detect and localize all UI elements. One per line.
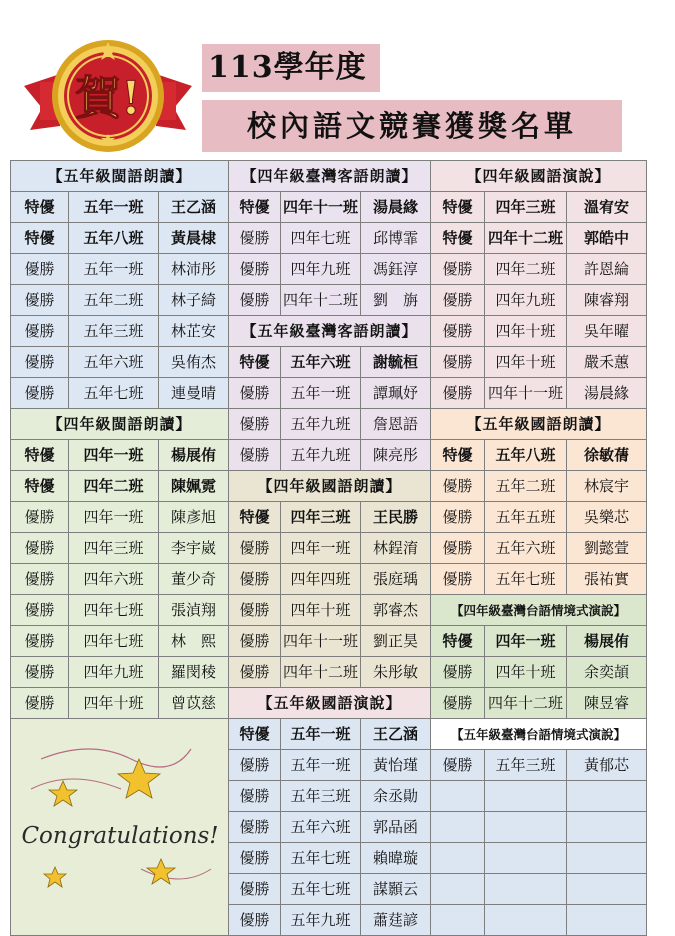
name-cell: 陳昱睿 bbox=[567, 688, 647, 719]
class-cell: 四年四班 bbox=[281, 564, 361, 595]
table-row bbox=[11, 285, 647, 316]
table-row bbox=[11, 657, 647, 688]
award-cell: 特優 bbox=[229, 719, 281, 750]
award-cell: 優勝 bbox=[229, 812, 281, 843]
table-row bbox=[11, 626, 647, 657]
empty-cell bbox=[485, 812, 567, 843]
empty-cell bbox=[567, 812, 647, 843]
section-title: 【四年級臺灣客語朗讀】 bbox=[229, 161, 431, 192]
name-cell: 謀顥云 bbox=[361, 874, 431, 905]
class-cell: 四年十班 bbox=[485, 657, 567, 688]
class-cell: 四年三班 bbox=[485, 192, 567, 223]
class-cell: 四年一班 bbox=[69, 440, 159, 471]
name-cell: 楊展侑 bbox=[159, 440, 229, 471]
award-cell: 優勝 bbox=[431, 502, 485, 533]
class-cell: 五年二班 bbox=[69, 285, 159, 316]
award-cell: 優勝 bbox=[229, 378, 281, 409]
table-row bbox=[11, 161, 647, 192]
empty-cell bbox=[485, 843, 567, 874]
class-cell: 五年六班 bbox=[281, 812, 361, 843]
table-row bbox=[11, 378, 647, 409]
name-cell: 林沛彤 bbox=[159, 254, 229, 285]
class-cell: 五年八班 bbox=[69, 223, 159, 254]
star-icon bbox=[147, 859, 175, 884]
name-cell: 王民勝 bbox=[361, 502, 431, 533]
class-cell: 四年九班 bbox=[281, 254, 361, 285]
award-cell: 優勝 bbox=[229, 409, 281, 440]
name-cell: 賴暐璇 bbox=[361, 843, 431, 874]
award-cell: 優勝 bbox=[431, 657, 485, 688]
award-cell: 特優 bbox=[431, 626, 485, 657]
name-cell: 張湞翔 bbox=[159, 595, 229, 626]
class-cell: 五年一班 bbox=[69, 192, 159, 223]
name-cell: 邱博霏 bbox=[361, 223, 431, 254]
table-row bbox=[11, 192, 647, 223]
table-row bbox=[11, 440, 647, 471]
award-cell: 優勝 bbox=[229, 874, 281, 905]
name-cell: 朱彤敏 bbox=[361, 657, 431, 688]
section-title: 【四年級臺灣台語情境式演說】 bbox=[431, 595, 647, 626]
class-cell: 四年九班 bbox=[69, 657, 159, 688]
table-row bbox=[11, 688, 647, 719]
class-cell: 五年一班 bbox=[281, 719, 361, 750]
section-title: 【五年級臺灣客語朗讀】 bbox=[229, 316, 431, 347]
name-cell: 吳年曜 bbox=[567, 316, 647, 347]
class-cell: 四年十二班 bbox=[281, 285, 361, 316]
class-cell: 四年十班 bbox=[485, 347, 567, 378]
class-cell: 五年九班 bbox=[281, 409, 361, 440]
award-cell: 優勝 bbox=[11, 502, 69, 533]
class-cell: 四年二班 bbox=[485, 254, 567, 285]
name-cell: 黃怡瑾 bbox=[361, 750, 431, 781]
class-cell: 四年七班 bbox=[69, 595, 159, 626]
award-cell: 優勝 bbox=[11, 657, 69, 688]
class-cell: 四年三班 bbox=[281, 502, 361, 533]
class-cell: 五年七班 bbox=[69, 378, 159, 409]
name-cell: 余丞勛 bbox=[361, 781, 431, 812]
award-cell: 優勝 bbox=[229, 595, 281, 626]
class-cell: 五年八班 bbox=[485, 440, 567, 471]
class-cell: 五年一班 bbox=[69, 254, 159, 285]
table-row bbox=[11, 223, 647, 254]
award-list-table bbox=[10, 160, 647, 936]
award-cell: 特優 bbox=[229, 502, 281, 533]
main-title: 校內語文競賽獲獎名單 bbox=[202, 100, 622, 152]
empty-cell bbox=[431, 843, 485, 874]
award-cell: 優勝 bbox=[229, 626, 281, 657]
section-title: 【五年級臺灣台語情境式演說】 bbox=[431, 719, 647, 750]
class-cell: 五年九班 bbox=[281, 905, 361, 936]
award-cell: 優勝 bbox=[229, 440, 281, 471]
award-cell: 優勝 bbox=[229, 223, 281, 254]
class-cell: 四年十班 bbox=[485, 316, 567, 347]
name-cell: 吳樂芯 bbox=[567, 502, 647, 533]
name-cell: 溫宥安 bbox=[567, 192, 647, 223]
class-cell: 五年七班 bbox=[281, 843, 361, 874]
class-cell: 四年十一班 bbox=[281, 192, 361, 223]
name-cell: 譚珮妤 bbox=[361, 378, 431, 409]
name-cell: 吳侑杰 bbox=[159, 347, 229, 378]
class-cell: 四年一班 bbox=[485, 626, 567, 657]
award-cell: 優勝 bbox=[11, 533, 69, 564]
award-cell: 優勝 bbox=[229, 533, 281, 564]
empty-cell bbox=[431, 874, 485, 905]
class-cell: 五年一班 bbox=[281, 378, 361, 409]
class-cell: 四年十班 bbox=[281, 595, 361, 626]
award-cell: 優勝 bbox=[229, 781, 281, 812]
class-cell: 五年五班 bbox=[485, 502, 567, 533]
name-cell: 郭品函 bbox=[361, 812, 431, 843]
empty-cell bbox=[431, 812, 485, 843]
name-cell: 劉 旃 bbox=[361, 285, 431, 316]
class-cell: 四年七班 bbox=[281, 223, 361, 254]
table-row bbox=[11, 533, 647, 564]
name-cell: 張祐實 bbox=[567, 564, 647, 595]
empty-cell bbox=[567, 843, 647, 874]
award-cell: 特優 bbox=[229, 347, 281, 378]
award-cell: 優勝 bbox=[11, 285, 69, 316]
class-cell: 四年十二班 bbox=[485, 223, 567, 254]
award-cell: 優勝 bbox=[431, 378, 485, 409]
award-cell: 優勝 bbox=[11, 595, 69, 626]
award-cell: 優勝 bbox=[11, 254, 69, 285]
award-cell: 優勝 bbox=[229, 750, 281, 781]
award-cell: 優勝 bbox=[431, 564, 485, 595]
class-cell: 四年一班 bbox=[69, 502, 159, 533]
name-cell: 楊展侑 bbox=[567, 626, 647, 657]
table-row bbox=[11, 347, 647, 378]
class-cell: 四年十班 bbox=[69, 688, 159, 719]
table-row bbox=[11, 471, 647, 502]
award-cell: 優勝 bbox=[229, 285, 281, 316]
name-cell: 郭皓中 bbox=[567, 223, 647, 254]
award-cell: 優勝 bbox=[11, 378, 69, 409]
award-cell: 優勝 bbox=[229, 905, 281, 936]
name-cell: 林子綺 bbox=[159, 285, 229, 316]
award-cell: 優勝 bbox=[431, 471, 485, 502]
empty-cell bbox=[485, 781, 567, 812]
class-cell: 四年十一班 bbox=[485, 378, 567, 409]
name-cell: 嚴禾蕙 bbox=[567, 347, 647, 378]
award-cell: 優勝 bbox=[431, 688, 485, 719]
award-cell: 優勝 bbox=[229, 843, 281, 874]
award-cell: 優勝 bbox=[11, 626, 69, 657]
award-cell: 優勝 bbox=[229, 657, 281, 688]
award-cell: 優勝 bbox=[229, 254, 281, 285]
name-cell: 林 熙 bbox=[159, 626, 229, 657]
class-cell: 四年二班 bbox=[69, 471, 159, 502]
congratulations-badge-logo bbox=[20, 34, 196, 154]
award-cell: 優勝 bbox=[431, 316, 485, 347]
class-cell: 五年一班 bbox=[281, 750, 361, 781]
award-cell: 特優 bbox=[11, 471, 69, 502]
name-cell: 余奕頡 bbox=[567, 657, 647, 688]
class-cell: 五年三班 bbox=[485, 750, 567, 781]
class-cell: 四年七班 bbox=[69, 626, 159, 657]
name-cell: 林鋥淯 bbox=[361, 533, 431, 564]
empty-cell bbox=[485, 905, 567, 936]
award-cell: 優勝 bbox=[11, 688, 69, 719]
svg-text:Congratulations!: Congratulations! bbox=[21, 823, 219, 849]
table-row bbox=[11, 595, 647, 626]
name-cell: 曾苡慈 bbox=[159, 688, 229, 719]
name-cell: 陳姵霓 bbox=[159, 471, 229, 502]
section-title: 【五年級國語演說】 bbox=[229, 688, 431, 719]
award-cell: 優勝 bbox=[431, 285, 485, 316]
class-cell: 四年十一班 bbox=[281, 626, 361, 657]
award-cell: 優勝 bbox=[229, 564, 281, 595]
name-cell: 蕭莛諺 bbox=[361, 905, 431, 936]
name-cell: 陳彥旭 bbox=[159, 502, 229, 533]
award-cell: 優勝 bbox=[431, 750, 485, 781]
name-cell: 連曼晴 bbox=[159, 378, 229, 409]
name-cell: 黃郁芯 bbox=[567, 750, 647, 781]
name-cell: 李宇崴 bbox=[159, 533, 229, 564]
table-row bbox=[11, 564, 647, 595]
section-title: 【四年級閩語朗讀】 bbox=[11, 409, 229, 440]
star-icon bbox=[49, 781, 77, 806]
award-cell: 特優 bbox=[11, 440, 69, 471]
class-cell: 四年十二班 bbox=[281, 657, 361, 688]
name-cell: 謝毓桓 bbox=[361, 347, 431, 378]
section-title: 【四年級國語演說】 bbox=[431, 161, 647, 192]
name-cell: 詹恩語 bbox=[361, 409, 431, 440]
class-cell: 四年三班 bbox=[69, 533, 159, 564]
name-cell: 郭睿杰 bbox=[361, 595, 431, 626]
name-cell: 王乙涵 bbox=[159, 192, 229, 223]
name-cell: 黃晨棣 bbox=[159, 223, 229, 254]
empty-cell bbox=[567, 905, 647, 936]
award-cell: 優勝 bbox=[431, 254, 485, 285]
class-cell: 四年十二班 bbox=[485, 688, 567, 719]
class-cell: 四年一班 bbox=[281, 533, 361, 564]
congratulations-illustration bbox=[11, 719, 229, 927]
name-cell: 陳睿翔 bbox=[567, 285, 647, 316]
class-cell: 四年六班 bbox=[69, 564, 159, 595]
award-cell: 特優 bbox=[11, 192, 69, 223]
class-cell: 五年七班 bbox=[281, 874, 361, 905]
award-cell: 特優 bbox=[229, 192, 281, 223]
award-cell: 特優 bbox=[11, 223, 69, 254]
name-cell: 湯晨緣 bbox=[567, 378, 647, 409]
award-cell: 優勝 bbox=[11, 347, 69, 378]
name-cell: 王乙涵 bbox=[361, 719, 431, 750]
table-row bbox=[11, 254, 647, 285]
award-cell: 優勝 bbox=[431, 347, 485, 378]
name-cell: 劉正昊 bbox=[361, 626, 431, 657]
table-row bbox=[11, 316, 647, 347]
year-title: 113學年度 bbox=[202, 44, 380, 92]
class-cell: 五年六班 bbox=[69, 347, 159, 378]
award-cell: 優勝 bbox=[431, 533, 485, 564]
name-cell: 徐敏蒨 bbox=[567, 440, 647, 471]
star-icon bbox=[44, 867, 66, 887]
svg-text:賀!: 賀! bbox=[74, 71, 142, 125]
empty-cell bbox=[485, 874, 567, 905]
name-cell: 董少奇 bbox=[159, 564, 229, 595]
class-cell: 五年七班 bbox=[485, 564, 567, 595]
name-cell: 林芷安 bbox=[159, 316, 229, 347]
class-cell: 五年三班 bbox=[281, 781, 361, 812]
award-cell: 特優 bbox=[431, 223, 485, 254]
empty-cell bbox=[431, 905, 485, 936]
section-title: 【五年級國語朗讀】 bbox=[431, 409, 647, 440]
name-cell: 羅閔稜 bbox=[159, 657, 229, 688]
name-cell: 許恩綸 bbox=[567, 254, 647, 285]
empty-cell bbox=[567, 874, 647, 905]
award-cell: 特優 bbox=[431, 192, 485, 223]
section-title: 【四年級國語朗讀】 bbox=[229, 471, 431, 502]
class-cell: 五年二班 bbox=[485, 471, 567, 502]
section-title: 【五年級閩語朗讀】 bbox=[11, 161, 229, 192]
empty-cell bbox=[567, 781, 647, 812]
name-cell: 劉懿萱 bbox=[567, 533, 647, 564]
class-cell: 四年九班 bbox=[485, 285, 567, 316]
class-cell: 五年九班 bbox=[281, 440, 361, 471]
name-cell: 湯晨緣 bbox=[361, 192, 431, 223]
award-cell: 優勝 bbox=[11, 564, 69, 595]
table-row bbox=[11, 502, 647, 533]
class-cell: 五年六班 bbox=[485, 533, 567, 564]
table-row bbox=[11, 719, 647, 750]
award-cell: 特優 bbox=[431, 440, 485, 471]
star-icon bbox=[118, 759, 160, 798]
name-cell: 馮鈺淳 bbox=[361, 254, 431, 285]
class-cell: 五年三班 bbox=[69, 316, 159, 347]
class-cell: 五年六班 bbox=[281, 347, 361, 378]
name-cell: 陳亮彤 bbox=[361, 440, 431, 471]
name-cell: 張庭瑀 bbox=[361, 564, 431, 595]
table-row bbox=[11, 409, 647, 440]
name-cell: 林宸宇 bbox=[567, 471, 647, 502]
congratulations-illustration-cell bbox=[11, 719, 229, 936]
empty-cell bbox=[431, 781, 485, 812]
award-cell: 優勝 bbox=[11, 316, 69, 347]
